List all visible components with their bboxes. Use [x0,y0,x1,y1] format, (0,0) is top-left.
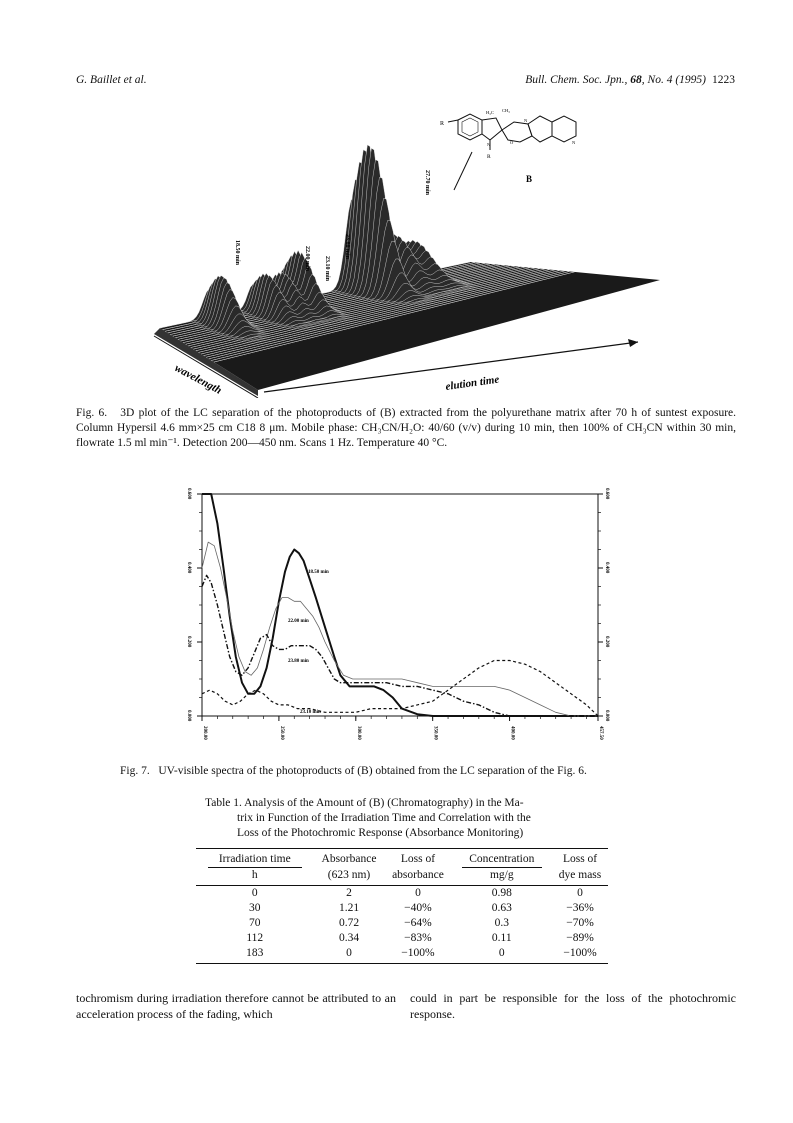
fig6-compound-label: B [526,174,533,184]
fig7-caption-text: UV-visible spectra of the photoproducts of (B) obtained from the LC separation of the Fig. 6. [158,765,587,777]
table-cell: 1.21 [338,902,360,914]
table-cell: −83% [404,932,432,944]
figure-7-uv-vis-chart [186,488,610,760]
x-tick-label: 250.00 [278,726,284,740]
structure-atom-o: O [510,140,514,145]
header-absorbance: Absorbance [314,849,385,868]
table-cell: 0 [314,946,385,964]
structure-atom-r2: R [487,154,491,160]
table-row [196,886,608,902]
structure-atom-r1: R [440,121,445,127]
fig6-peak-label-23-80: 23.80 min [344,234,350,260]
fig6-peak-label-18-50: 18.50 min [234,240,240,266]
unit-mg-g: mg/g [462,867,542,883]
header-unit-dye-mass: dye mass [552,867,608,886]
structure-oxazine-ring [502,122,532,142]
series-label-23-80: 23.80 min [288,659,309,664]
x-tick-label: 457.50 [598,726,603,740]
table-cell: 0 [451,946,552,964]
header-loss-of-absorbance: Loss of [384,849,451,868]
series-line-1850 [202,494,598,716]
structure-atom-n1: N [524,118,528,123]
x-tick-label: 200.00 [202,726,207,740]
fig6-peak-label-22-00: 22.00 min [304,246,310,272]
table-cell: 0 [415,887,421,899]
table-cell: 0 [577,887,583,899]
journal-prefix: Bull. Chem. Soc. Jpn., [525,74,631,86]
table-cell: 2 [346,887,352,899]
y-tick-label-right: 0.400 [604,562,609,574]
fig7-caption-label: Fig. 7. [120,765,150,777]
table-cell: −100% [552,946,608,964]
table-cell: 70 [249,917,261,929]
x-tick-label: 350.00 [432,726,438,740]
fig6-peak-label-23-10: 23.10 min [324,256,330,282]
page-number: 1223 [712,74,735,86]
table-1-caption [205,796,625,841]
y-tick-label-left: 0.000 [186,710,191,722]
y-tick-label-left: 0.400 [186,562,191,574]
table-row [196,946,608,964]
table-cell: 0 [251,887,258,899]
figure-6-caption [76,406,736,451]
y-tick-label-right: 0.200 [604,636,609,648]
structure-atom-n2: N [487,142,491,147]
header-concentration: Concentration [451,849,552,868]
x-tick-label: 400.00 [509,726,515,740]
table-caption-line-3: Loss of the Photochromic Response (Absorbance Monitoring) [237,827,524,839]
table-row [196,916,608,931]
fig6-structure-pointer [454,152,472,190]
table-row [196,931,608,946]
structure-quinoline-b [552,116,576,142]
header-irradiation-time: Irradiation time [196,849,314,868]
journal-volume: 68 [630,74,642,86]
fig6-caption-text: 3D plot of the LC separation of the photoproducts of (B) extracted from the polyurethane matrix after 70 h of suntest exposure. Column Hypersil 4.6 mm×25 cm C18 8 μm. Mobile phase: CH₃CN/H₂O: 40/60 (v/v) during 10 min, then 100% of CH₃CN within 30 min, flowrate 1.5 ml min⁻¹. Detection 200—450 nm. Scans 1 Hz. Temperature 40 °C. [76,407,737,449]
table-cell: 183 [196,946,314,964]
table-cell: 0.34 [338,932,360,944]
fig6-peak-label-27-70: 27.70 min [424,170,430,196]
table-cell: −64% [404,917,432,929]
fig6-time-label: elution time [444,373,500,393]
y-tick-label-right: 0.000 [604,710,609,722]
fig6-time-arrowhead [628,339,638,347]
structure-r-bond [448,120,458,122]
table-row [196,901,608,916]
table-cell: −70% [566,917,594,929]
table-body [196,886,608,964]
series-label-23-10: 23.10 min [300,710,321,715]
figure-6-3d-plot [140,96,660,398]
structure-indoline-ring [482,118,502,140]
table-header-row-2 [196,867,608,886]
table-cell: 0.63 [491,902,512,914]
structure-atom-ch3: CH₃ [502,108,510,113]
table-cell: 112 [246,932,264,944]
structure-atom-n3: N [572,140,576,145]
table-cell: −89% [566,932,594,944]
header-loss-of-dye: Loss of [552,849,608,868]
unit-h: h [208,867,302,883]
table-cell: 0.98 [491,887,512,899]
table-cell: −36% [566,902,594,914]
fig6-wavelength-label: wavelength [172,362,224,397]
structure-atom-h3c: H₃C [486,110,494,115]
table-1 [196,848,608,964]
fig6-caption-label: Fig. 6. [76,407,108,419]
body-text-left: tochromism during irradiation therefore cannot be attributed to an acceleration process of the fading, which [76,991,396,1021]
running-head-authors: G. Baillet et al. [76,74,147,86]
table-caption-line-2: trix in Function of the Irradiation Time and Correlation with the [237,812,531,824]
table-cell: 30 [249,902,261,914]
table-header-row-1 [196,849,608,868]
table-cell: 0.11 [491,932,512,944]
table-cell: −100% [384,946,451,964]
table-cell: 0.3 [494,917,509,929]
header-unit-mg-g [451,867,552,886]
series-line-2380 [202,575,598,716]
structure-quinoline-a [528,116,552,142]
journal-issue: , No. 4 (1995) [641,74,706,86]
table-caption-line-1: Table 1. Analysis of the Amount of (B) (Chromatography) in the Ma- [205,797,524,809]
y-tick-label-left: 0.600 [186,488,191,500]
body-text-right: could in part be responsible for the loss of the photochromic response. [410,991,736,1021]
header-unit-623nm: (623 nm) [314,867,385,886]
structure-inner-ring [462,118,478,136]
running-head-journal [525,74,735,86]
series-label-18-50: 18.50 min [308,570,329,575]
table-cell: −40% [404,902,432,914]
table-cell: 0.72 [338,917,360,929]
x-tick-label: 300.00 [355,726,361,740]
header-unit-h [196,867,314,886]
y-tick-label-right: 0.600 [604,488,609,500]
figure-7-caption [120,764,740,779]
header-unit-absorbance: absorbance [384,867,451,886]
y-tick-label-left: 0.200 [186,636,191,648]
series-line-2200 [202,542,598,716]
series-label-22-00: 22.00 min [288,619,309,624]
